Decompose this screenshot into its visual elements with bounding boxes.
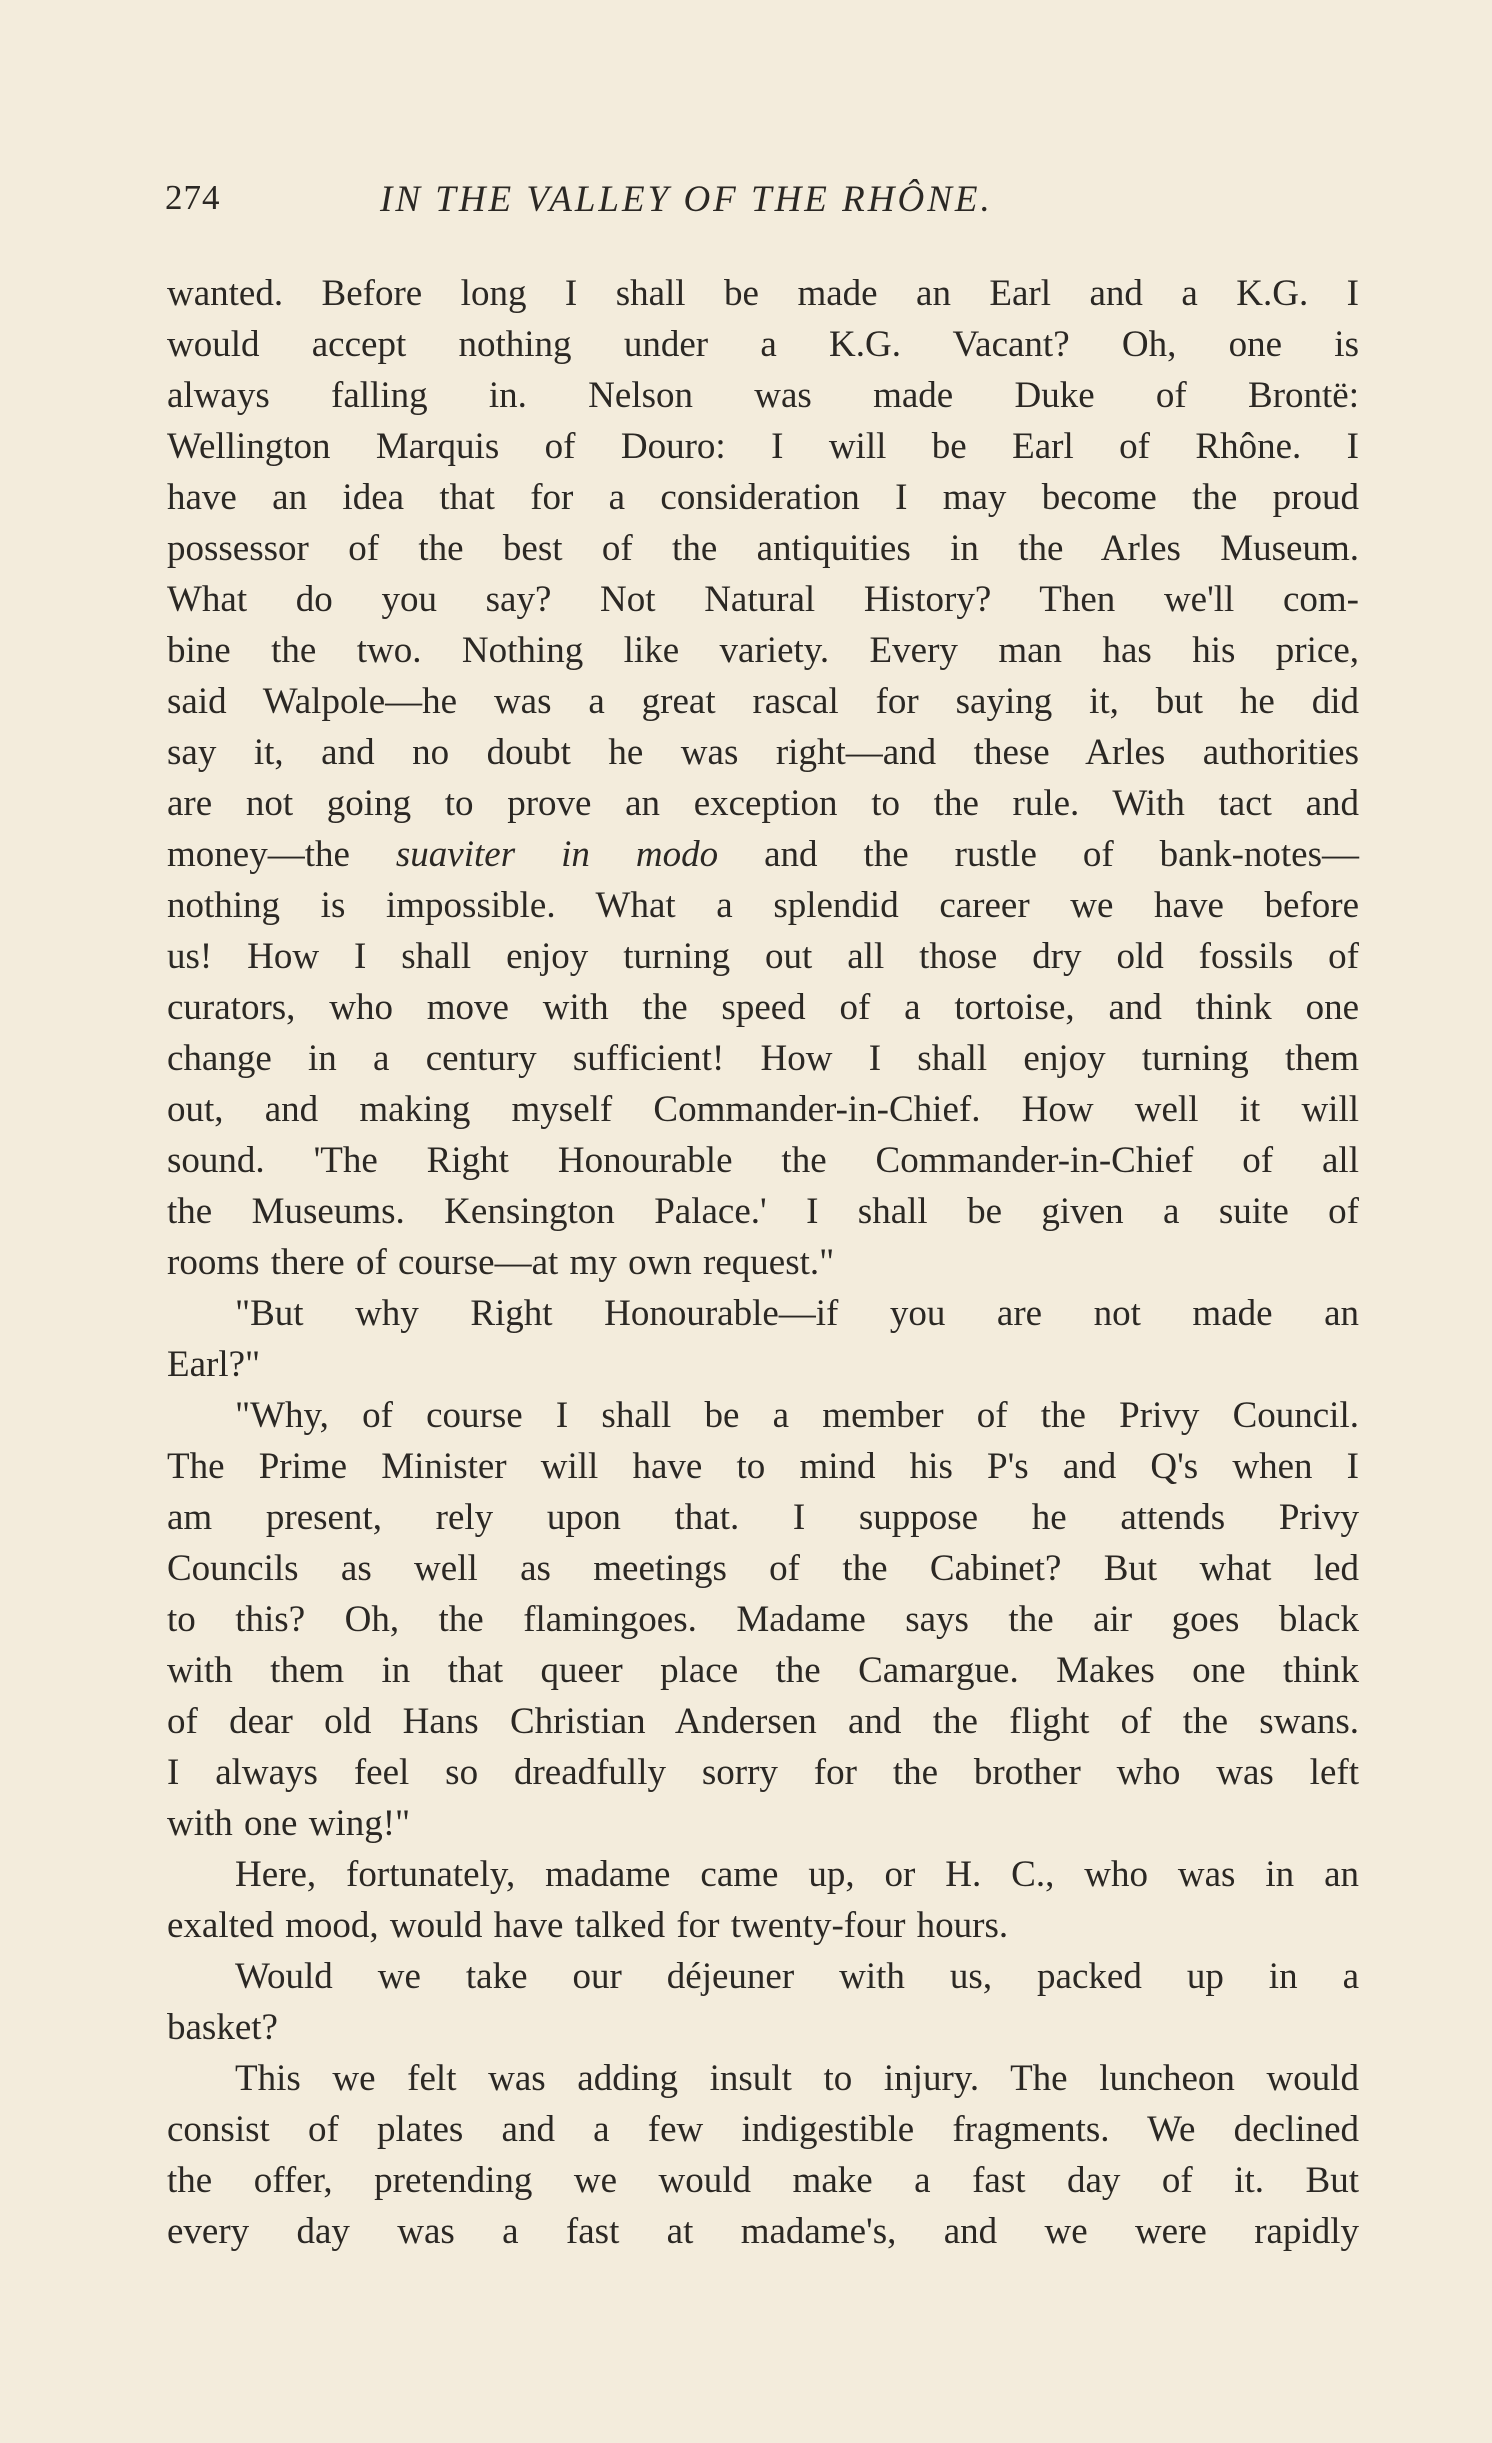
text-line: exalted mood, would have talked for twenty-four hours. bbox=[167, 1905, 1009, 1946]
text-line: of dear old Hans Christian Andersen and the flight of the swans. bbox=[167, 1701, 1359, 1742]
page-header bbox=[165, 178, 1355, 228]
italic-phrase: suaviter in modo bbox=[395, 834, 719, 875]
text-line: Wellington Marquis of Douro: I will be Earl of Rhône. I bbox=[167, 426, 1359, 467]
text-line: say it, and no doubt he was right—and these Arles authorities bbox=[167, 732, 1359, 773]
text-line: consist of plates and a few indigestible fragments. We declined bbox=[167, 2109, 1359, 2150]
text-line: possessor of the best of the antiquities in the Arles Museum. bbox=[167, 528, 1359, 569]
text-line: every day was a fast at madame's, and we were rapidly bbox=[167, 2211, 1359, 2252]
text-line: What do you say? Not Natural History? Then we'll com- bbox=[167, 579, 1359, 620]
text-line: The Prime Minister will have to mind his P's and Q's when I bbox=[167, 1446, 1359, 1487]
text-line: the offer, pretending we would make a fast day of it. But bbox=[167, 2160, 1359, 2201]
text-line: wanted. Before long I shall be made an Earl and a K.G. I bbox=[167, 273, 1359, 314]
text-line: basket? bbox=[167, 2007, 278, 2048]
text-line: Would we take our déjeuner with us, packed up in a bbox=[235, 1956, 1359, 1997]
body-text bbox=[167, 268, 1359, 2257]
page-number: 274 bbox=[165, 178, 221, 217]
text-line: change in a century sufficient! How I shall enjoy turning them bbox=[167, 1038, 1359, 1079]
text-line: Earl?" bbox=[167, 1344, 261, 1385]
text-line: are not going to prove an exception to the rule. With tact and bbox=[167, 783, 1359, 824]
text-line: the Museums. Kensington Palace.' I shall be given a suite of bbox=[167, 1191, 1359, 1232]
text-line: would accept nothing under a K.G. Vacant? Oh, one is bbox=[167, 324, 1359, 365]
text-line: Councils as well as meetings of the Cabinet? But what led bbox=[167, 1548, 1359, 1589]
text-line: have an idea that for a consideration I may become the proud bbox=[167, 477, 1359, 518]
text-line: with them in that queer place the Camargue. Makes one think bbox=[167, 1650, 1359, 1691]
text-line: with one wing!" bbox=[167, 1803, 411, 1844]
text-line: I always feel so dreadfully sorry for the brother who was left bbox=[167, 1752, 1359, 1793]
text-run: and the rustle of bank-notes— bbox=[718, 834, 1360, 875]
text-line: "But why Right Honourable—if you are not made an bbox=[235, 1293, 1359, 1334]
text-line-with-italic bbox=[167, 829, 1359, 880]
text-line: us! How I shall enjoy turning out all those dry old fossils of bbox=[167, 936, 1359, 977]
text-line: to this? Oh, the flamingoes. Madame says the air goes black bbox=[167, 1599, 1359, 1640]
text-line: bine the two. Nothing like variety. Every man has his price, bbox=[167, 630, 1359, 671]
text-line: always falling in. Nelson was made Duke of Brontë: bbox=[167, 375, 1359, 416]
text-run: money—the bbox=[167, 834, 396, 875]
running-title: IN THE VALLEY OF THE RHÔNE. bbox=[380, 179, 993, 220]
text-line: said Walpole—he was a great rascal for saying it, but he did bbox=[167, 681, 1359, 722]
text-line: rooms there of course—at my own request." bbox=[167, 1242, 835, 1283]
text-line: This we felt was adding insult to injury. The luncheon would bbox=[235, 2058, 1359, 2099]
text-line: curators, who move with the speed of a tortoise, and think one bbox=[167, 987, 1359, 1028]
text-line: am present, rely upon that. I suppose he attends Privy bbox=[167, 1497, 1359, 1538]
text-line: sound. 'The Right Honourable the Commander-in-Chief of all bbox=[167, 1140, 1359, 1181]
text-line: out, and making myself Commander-in-Chief. How well it will bbox=[167, 1089, 1359, 1130]
text-line: "Why, of course I shall be a member of the Privy Council. bbox=[235, 1395, 1359, 1436]
text-line: nothing is impossible. What a splendid career we have before bbox=[167, 885, 1359, 926]
text-line: Here, fortunately, madame came up, or H. C., who was in an bbox=[235, 1854, 1359, 1895]
